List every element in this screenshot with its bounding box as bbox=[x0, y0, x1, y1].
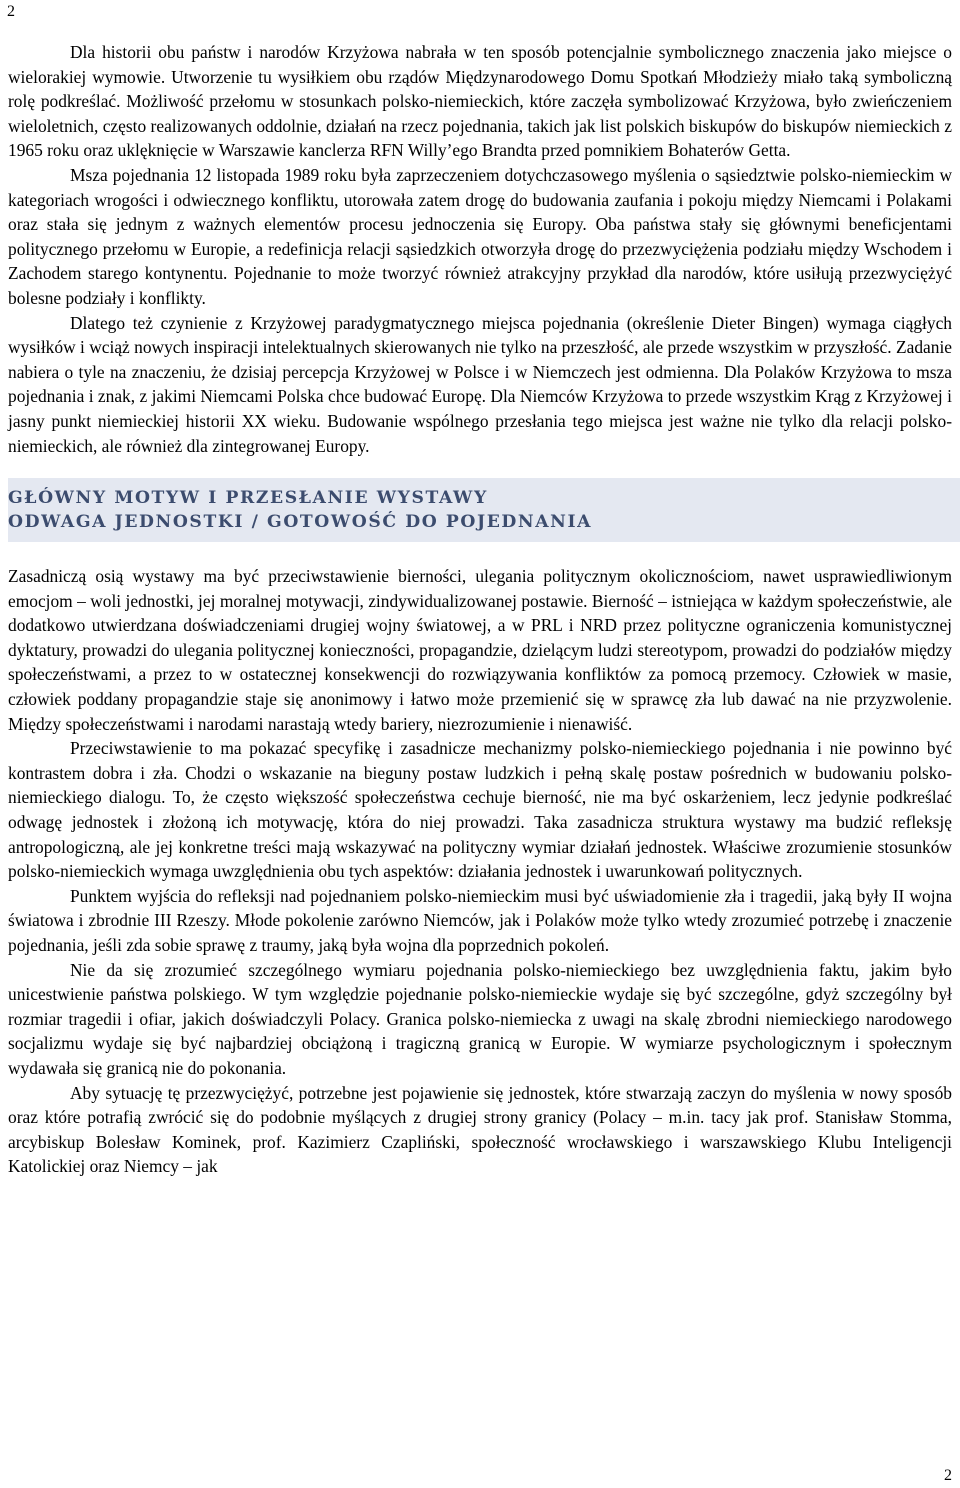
paragraph: Przeciwstawienie to ma pokazać specyfikę i zasadnicze mechanizmy polsko-niemieckiego pojednania i nie powinno być kontrastem dobra i zła. Chodzi o wskazanie na bieguny postaw ludzkich i pełną skalę postaw pośrednich w budowaniu polsko-niemieckiego dialogu. To, że często większość społeczeństwa cechuje bierność, nie ma być oskarżeniem, lecz jedynie podkreślać odwagę jednostek i złożoną ich motywację, która do niej prowadzi. Taka zasadnicza struktura wystawy ma budzić refleksję antropologiczną, ale jej konkretne treści mają wskazywać na polityczny wymiar działań jednostek. Właściwe zrozumienie stosunków polsko-niemieckich wymaga uwzględnienia obu tych aspektów: działania jednostek i uwarunkowań politycznych. bbox=[8, 738, 952, 882]
page-number-top: 2 bbox=[7, 3, 15, 20]
paragraph: Msza pojednania 12 listopada 1989 roku była zaprzeczeniem dotychczasowego myślenia o sąsiedztwie polsko-niemieckim w kategoriach wrogości i odwiecznego konfliktu, utorowała zatem drogę do budowania zaufania i pokoju między Niemcami i Polakami oraz stała się jednym z ważnych elementów procesu jednoczenia się Europy. Oba państwa stały się głównymi beneficjentami politycznego przełomu w Europie, a redefinicja relacji sąsiedzkich otworzyła drogę do przezwyciężenia podziału między Wschodem i Zachodem starego kontynentu. Pojednanie to może tworzyć również atrakcyjny przykład dla narodów, które usiłują przezwyciężyć bolesne podziały i konflikty. bbox=[8, 164, 952, 308]
paragraph: Dla historii obu państw i narodów Krzyżowa nabrała w ten sposób potencjalnie symbolicznego znaczenia jako miejsce o wielorakiej wymowie. Utworzenie tu wysiłkiem obu rządów Międzynarodowego Domu Spotkań Młodzieży miało taką symboliczną rolę podkreślać. Możliwość przełomu w stosunkach polsko-niemieckich, które zaczęła symbolizować Krzyżowa, było zwieńczeniem wieloletnich, często realizowanych oddolnie, działań na rzecz pojednania, takich jak list polskich biskupów do biskupów niemieckich z 1965 roku oraz uklęknięcie w Warszawie kanclerza RFN Willy’ego Brandta przed pomnikiem Bohaterów Getta. bbox=[8, 42, 952, 161]
paragraph: Aby sytuację tę przezwyciężyć, potrzebne jest pojawienie się jednostek, które stwarzają zaczyn do myślenia w nowy sposób oraz które potrafią zwrócić się do podobnie myślących z drugiej strony granicy (Polacy – m.in. tacy jak prof. Stanisław Stomma, arcybiskup Bolesław Kominek, prof. Kazimierz Czapliński, społeczność wrocławskiego i warszawskiego Klubu Inteligencji Katolickiej oraz Niemcy – jak bbox=[8, 1082, 952, 1177]
section-header bbox=[8, 478, 960, 542]
section-title: GŁÓWNY MOTYW I PRZESŁANIE WYSTAWY bbox=[8, 488, 488, 509]
document-body bbox=[8, 40, 952, 1179]
paragraph: Punktem wyjścia do refleksji nad pojednaniem polsko-niemieckim musi być uświadomienie zła i tragedii, jaką były II wojna światowa i zbrodnie III Rzeszy. Młode pokolenie zarówno Niemców, jak i Polaków może tylko wtedy zrozumieć potrzebę i znaczenie pojednania, jeśli zda sobie sprawę z traumy, jaką była wojna dla poprzednich pokoleń. bbox=[8, 885, 952, 955]
page-number-bottom: 2 bbox=[944, 1467, 952, 1484]
paragraph: Zasadniczą osią wystawy ma być przeciwstawienie bierności, ulegania politycznym okolicznościom, nawet usprawiedliwionym emocjom – woli jednostki, jej moralnej motywacji, zindywidualizowanej postawie. Bierność – istniejąca w każdym społeczeństwie, ale dodatkowo utwierdzana doświadczeniami drugiej wojny światowej, a w PRL i NRD przez polityczne ograniczenia komunistycznej dyktatury, prowadzi do ulegania politycznej konieczności, propagandzie, dzielącym ludzi stereotypom, prowadzi do podziałów między społeczeństwami, a przez to w ostatecznej konsekwencji do rozwiązywania konfliktów za pomocą przemocy. Człowiek w masie, człowiek poddany propagandzie staje się anonimowy i łatwo może przemienić się w sprawcę zła lub dawać na nie przyzwolenie. Między społeczeństwami i narodami narastają wtedy bariery, niezrozumienie i nienawiść. bbox=[8, 566, 952, 734]
paragraph: Nie da się zrozumieć szczególnego wymiaru pojednania polsko-niemieckiego bez uwzględnienia faktu, jakim było unicestwienie państwa polskiego. W tym względzie pojednanie polsko-niemieckie wydaje się być szczególne, gdyż szczególny był rozmiar tragedii i ofiar, jakich doświadczyli Polacy. Granica polsko-niemiecka z uwagi na skalę zbrodni niemieckiego narodowego socjalizmu wydaje się być najbardziej obciążoną i tragiczną granicą w Europie. W wymiarze psychologicznym i społecznym wydawała się granicą nie do pokonania. bbox=[8, 959, 952, 1078]
section-subtitle: ODWAGA JEDNOSTKI / GOTOWOŚĆ DO POJEDNANIA bbox=[8, 512, 593, 533]
paragraph: Dlatego też czynienie z Krzyżowej paradygmatycznego miejsca pojednania (określenie Dieter Bingen) wymaga ciągłych wysiłków i wciąż nowych inspiracji intelektualnych skierowanych nie tylko na przeszłość, ale przede wszystkim w przyszłość. Zadanie nabiera o tyle na znaczeniu, że dzisiaj percepcja Krzyżowej w Polsce i w Niemczech jest odmienna. Dla Polaków Krzyżowa to msza pojednania i znak, z jakimi Niemcami Polska chce budować Europę. Dla Niemców Krzyżowa to przede wszystkim Krąg z Krzyżowej i jasny punkt niemieckiej historii XX wieku. Budowanie wspólnego przesłania tego miejsca jest ważne nie tylko dla relacji polsko-niemieckich, ale również dla zintegrowanej Europy. bbox=[8, 312, 952, 456]
